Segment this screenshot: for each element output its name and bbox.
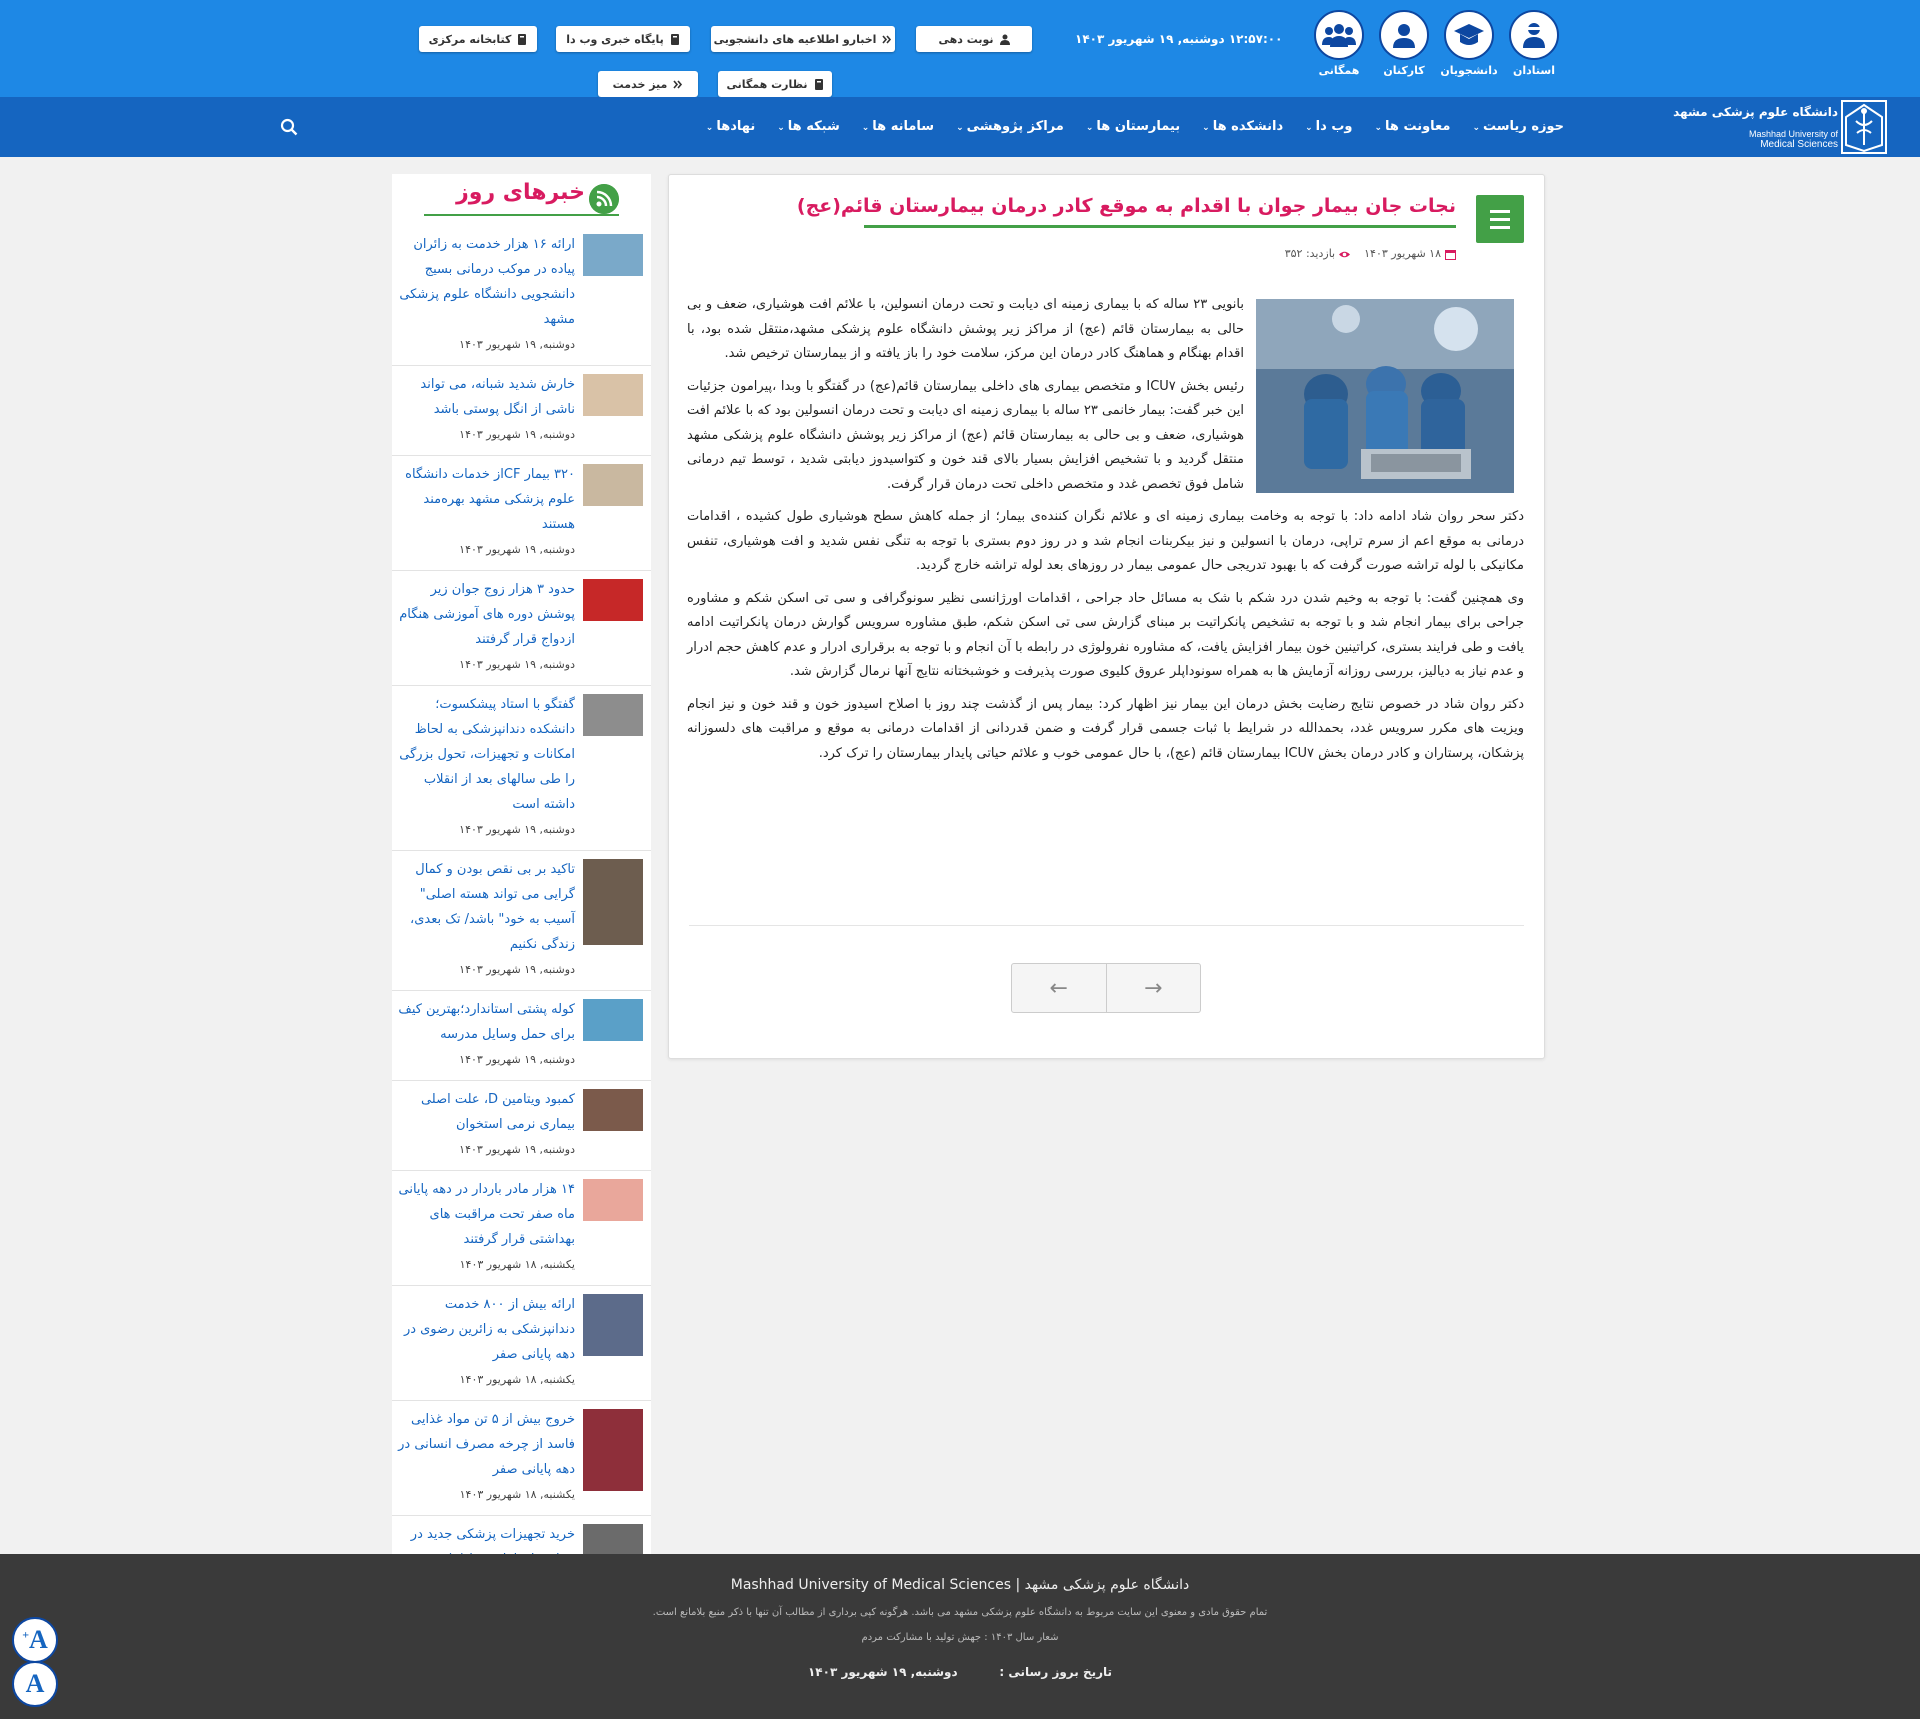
article-paragraph: بانویی ۲۳ ساله که با بیماری زمینه ای دیابت و تحت درمان انسولین، با علائم افت هوشیاری، ضعف و بی حالی به بیمارستان قائم (عج) از مراکز زیر پوشش دانشگاه علوم پزشکی مشهد،منتقل شده بود، با اقدام بهنگام و هماهنگ کادر درمان این مرکز، سلامت خود را باز یافته و از بیمارستان ترخیص شد. — [687, 297, 1244, 361]
news-thumbnail[interactable] — [583, 1409, 643, 1491]
news-item[interactable] — [392, 1171, 651, 1286]
article-image — [1256, 293, 1524, 493]
nav-item-institutions[interactable] — [695, 97, 766, 157]
news-thumbnail[interactable] — [583, 579, 643, 621]
button-label: کتابخانه مرکزی — [428, 32, 512, 46]
news-thumbnail[interactable] — [583, 1179, 643, 1221]
news-headline-link[interactable]: کوله پشتی استاندارد؛بهترین کیف برای حمل وسایل مدرسه — [398, 1002, 575, 1042]
news-item[interactable] — [392, 456, 651, 571]
arrow-left-icon: ← — [1049, 975, 1068, 1001]
news-date: یکشنبه, ۱۸ شهریور ۱۴۰۳ — [459, 1488, 575, 1501]
update-label: تاریخ بروز رسانی : — [999, 1665, 1113, 1679]
top-bar — [0, 0, 1920, 97]
article-pager — [1011, 963, 1201, 1013]
footer-slogan: شعار سال ۱۴۰۳ : جهش تولید با مشارکت مردم — [861, 1632, 1059, 1643]
news-item[interactable] — [392, 571, 651, 686]
main-nav — [0, 97, 1920, 157]
webda-news-button[interactable] — [556, 26, 690, 52]
news-date: دوشنبه, ۱۹ شهریور ۱۴۰۳ — [459, 963, 575, 976]
news-date: دوشنبه, ۱۹ شهریور ۱۴۰۳ — [459, 1143, 575, 1156]
news-item[interactable] — [392, 1081, 651, 1171]
news-item[interactable] — [392, 991, 651, 1081]
button-label: میز خدمت — [612, 77, 668, 91]
eye-icon — [1339, 249, 1350, 260]
nav-menu — [695, 97, 1575, 157]
arrow-right-icon: → — [1144, 975, 1163, 1001]
logo-text-fa: دانشگاه علوم پزشکی مشهد — [1673, 105, 1838, 119]
article-title: نجات جان بیمار جوان با اقدام به موقع کادر درمان بیمارستان قائم(عج) — [864, 195, 1456, 228]
logo-text-en1: Mashhad University of — [1748, 129, 1838, 139]
book-icon — [670, 34, 680, 45]
chevron-down-icon: ⌄ — [1374, 123, 1383, 133]
button-label: نظارت همگانی — [726, 77, 808, 91]
central-library-button[interactable] — [419, 26, 537, 52]
footer-update — [0, 1665, 1920, 1679]
book-icon — [517, 34, 527, 45]
graduation-cap-icon — [1444, 10, 1494, 60]
nav-item-label: حوزه ریاست — [1483, 119, 1564, 134]
nav-item-faculties[interactable] — [1191, 97, 1294, 157]
news-headline-link[interactable]: گفتگو با استاد پیشکسوت؛ دانشکده دندانپزشکی به لحاظ امکانات و تجهیزات، تحول بزرگی را طی سالهای بعد از انقلاب داشته است — [399, 697, 575, 812]
news-date: یکشنبه, ۱۸ شهریور ۱۴۰۳ — [459, 1258, 575, 1271]
role-label: کارکنان — [1383, 64, 1425, 77]
chevron-down-icon: ⌄ — [956, 123, 964, 133]
news-headline-link[interactable]: ۳۲۰ بیمار CFاز خدمات دانشگاه علوم پزشکی مشهد بهره‌مند هستند — [405, 467, 575, 532]
user-icon — [1000, 34, 1010, 45]
public-oversight-button[interactable] — [718, 71, 832, 97]
news-date: دوشنبه, ۱۹ شهریور ۱۴۰۳ — [459, 658, 575, 671]
article-paragraph: وی همچنین گفت: با توجه به وخیم شدن درد شکم با شک به مسائل حاد جراحی ، اقدامات اورژانسی نظیر سونوگرافی و سی تی اسکن شکم و مشاوره جراحی برای بیمار انجام شد و با توجه به تشخیص پانکراتیت بر مبنای گزارش سی تی اسکن شکم، طبق مشاوره سرویس گوارش درمان پانکراتیت ادامه یافت و طی فرایند بستری، کراتینین خون بیمار افزایش یافت، که مشاوره نفرولوژی در رابطه با آن انجام و با توجه به برقراری ادرار و عدم کاهش حجم ادرار و عدم نیاز به دیالیز، بررسی روزانه آزمایش ها به همراه سونوداپلر عروق کلیوی صورت پذیرفت و خوشبختانه نتایج آنها نرمال گزارش شد. — [687, 590, 1524, 679]
news-list — [392, 226, 651, 1606]
update-date: دوشنبه, ۱۹ شهریور ۱۴۰۳ — [807, 1665, 958, 1679]
role-label: همگانی — [1318, 64, 1360, 77]
divider — [424, 214, 619, 216]
chevron-down-icon: ⌄ — [1085, 123, 1094, 133]
nav-item-label: دانشکده ها — [1212, 119, 1284, 134]
search-icon[interactable] — [280, 118, 298, 136]
double-chevron-icon — [673, 79, 683, 90]
role-label: استادان — [1512, 64, 1555, 77]
calendar-icon — [1445, 249, 1456, 260]
next-article-button[interactable] — [1107, 964, 1201, 1012]
appointment-button[interactable] — [916, 26, 1032, 52]
sidebar-title: خبرهای روز — [456, 180, 585, 205]
chevron-down-icon: ⌄ — [777, 123, 785, 133]
role-label: دانشجویان — [1440, 64, 1498, 77]
accessibility-icon: A — [25, 1669, 45, 1698]
role-students[interactable] — [1439, 10, 1499, 77]
university-logo[interactable] — [1673, 99, 1890, 155]
text-enlarge-icon: A+ — [22, 1625, 48, 1654]
nav-item-hospitals[interactable] — [1075, 97, 1191, 157]
nav-item-presidency[interactable] — [1461, 97, 1575, 157]
news-date: دوشنبه, ۱۹ شهریور ۱۴۰۳ — [459, 823, 575, 836]
daily-news-sidebar — [392, 174, 651, 1644]
article-card — [668, 174, 1545, 1059]
news-thumbnail[interactable] — [583, 374, 643, 416]
footer-rights: تمام حقوق مادی و معنوی این سایت مربوط به دانشگاه علوم پزشکی مشهد می باشد. هرگونه کپی برداری از مطالب آن تنها با ذکر منبع بلامانع است. — [652, 1607, 1268, 1618]
news-item[interactable] — [392, 226, 651, 366]
footer — [0, 1554, 1920, 1719]
news-headline-link[interactable]: خرید تجهیزات پزشکی جدید در — [410, 1527, 575, 1542]
article-date: ۱۸ شهریور ۱۴۰۳ — [1364, 247, 1456, 260]
divider — [689, 925, 1524, 926]
article-views: بازدید: ۳۵۲ — [1285, 247, 1350, 260]
news-item[interactable] — [392, 1401, 651, 1516]
news-item[interactable] — [392, 366, 651, 456]
sidebar-header — [392, 174, 651, 226]
role-staff[interactable] — [1374, 10, 1434, 77]
current-datetime: ۱۲:۵۷:۰۰ دوشنبه, ۱۹ شهریور ۱۴۰۳ — [1075, 32, 1283, 46]
news-headline-link[interactable]: خروج بیش از ۵ تن مواد غذایی فاسد از چرخه مصرف انسانی در دهه پایانی صفر — [398, 1412, 575, 1477]
book-icon — [814, 79, 824, 90]
news-headline-link[interactable]: ارائه ۱۶ هزار خدمت به زائران پیاده در موکب درمانی بسیج دانشجویی دانشگاه علوم پزشکی مشهد — [399, 237, 575, 327]
accessibility-button[interactable] — [12, 1661, 58, 1707]
role-public[interactable] — [1309, 10, 1369, 77]
news-item[interactable] — [392, 686, 651, 851]
article-meta — [1285, 247, 1456, 260]
button-label: پایگاه خبری وب دا — [566, 32, 664, 46]
footer-title: دانشگاه علوم پزشکی مشهد | Mashhad University of Medical Sciences — [730, 1577, 1190, 1593]
group-icon — [1314, 10, 1364, 60]
chevron-down-icon: ⌄ — [1472, 123, 1480, 133]
service-desk-button[interactable] — [598, 71, 698, 97]
chevron-down-icon: ⌄ — [1202, 123, 1210, 133]
user-icon — [1379, 10, 1429, 60]
news-thumbnail[interactable] — [583, 1089, 643, 1131]
nav-item-label: سامانه ها — [872, 119, 935, 134]
student-news-button[interactable] — [711, 26, 895, 52]
menu-list-icon — [1476, 195, 1524, 243]
news-thumbnail[interactable] — [583, 234, 643, 276]
news-headline-link[interactable]: ارائه بیش از ۸۰۰ خدمت دندانپزشکی به زائرین رضوی در دهه پایانی صفر — [403, 1297, 575, 1362]
logo-text-en2: Medical Sciences — [1760, 139, 1838, 150]
nav-item-deputies[interactable] — [1363, 97, 1461, 157]
role-professors[interactable] — [1504, 10, 1564, 77]
news-headline-link[interactable]: کمبود ویتامین D، علت اصلی بیماری نرمی استخوان — [420, 1092, 575, 1132]
prev-article-button[interactable] — [1012, 964, 1107, 1012]
article-body — [687, 293, 1524, 774]
news-date: یکشنبه, ۱۸ شهریور ۱۴۰۳ — [459, 1373, 575, 1386]
news-headline-link[interactable]: خارش شدید شبانه، می تواند ناشی از انگل پوستی باشد — [420, 377, 575, 417]
nav-item-systems[interactable] — [851, 97, 945, 157]
nav-item-label: بیمارستان ها — [1096, 119, 1181, 134]
news-thumbnail[interactable] — [583, 999, 643, 1041]
nav-item-label: مراکز پژوهشی — [966, 119, 1064, 134]
news-thumbnail[interactable] — [583, 464, 643, 506]
news-item[interactable] — [392, 851, 651, 991]
nav-item-label: شبکه ها — [787, 119, 840, 134]
font-size-increase-button[interactable] — [12, 1617, 58, 1663]
news-headline-link[interactable]: حدود ۳ هزار زوج جوان زیر پوشش دوره های آموزشی هنگام ازدواج قرار گرفتند — [399, 582, 575, 647]
article-paragraph: دکتر سحر روان شاد ادامه داد: با توجه به وخامت بیماری زمینه ای و علائم نگران کننده‌ی بیمار؛ از جمله کاهش سطح هوشیاری طول کشیده ، اقدامات درمانی به موقع اعم از سرم تراپی، درمان با انسولین و نیز بیکربنات انجام شد و در روز دوم بستری با توجه به تنگی نفس شدید و افت هوشیاری، تنفس مکانیکی با لوله تراشه صورت گرفت که با بهبود تدریجی حال عمومی بیمار در روزهای بعد لوله تراشه خارج گردید. — [687, 509, 1524, 573]
nav-item-networks[interactable] — [766, 97, 851, 157]
news-date: دوشنبه, ۱۹ شهریور ۱۴۰۳ — [459, 1053, 575, 1066]
news-date: دوشنبه, ۱۹ شهریور ۱۴۰۳ — [459, 428, 575, 441]
nav-item-label: وب دا — [1315, 119, 1353, 134]
article-paragraph: رئیس بخش ICU۷ و متخصص بیماری های داخلی بیمارستان قائم(عج) در گفتگو با وبدا ،پیرامون جزئیات این خبر گفت: بیمار خانمی ۲۳ ساله با بیماری زمینه ای دیابت و تحت درمان انسولین بود که با علائم افت هوشیاری، ضعف و بی حالی به بیمارستان قائم (عج) از مراکز زیر پوشش دانشگاه علوم پزشکی مشهد منتقل گردید و با تشخیص افزایش بسیار بالای قند خون و کتواسیدوز دیابتی شدید ، توسط تیم درمانی شامل فوق تخصص غدد و متخصص داخلی تحت درمان قرار گرفت. — [687, 378, 1244, 492]
article-paragraph: دکتر روان شاد در خصوص نتایج رضایت بخش درمان این بیمار نیز اظهار کرد: بیمار پس از گذشت چند روز با اصلاح اسیدوز خون و قند خون و نیز انجام ویزیت های مکرر سرویس غدد، بحمدالله در شرایط با ثبات جسمی قرار گرفت و ضمن قدردانی از اقدامات درمانی به موقع و مراقبت های دلسوزانه پزشکان، پرستاران و کادر درمان بخش ICU۷ بیمارستان قائم (عج)، با حال عمومی خوب و علائم حیاتی پایدار بیمارستان را ترک کرد. — [687, 696, 1524, 761]
chevron-down-icon: ⌄ — [861, 123, 870, 133]
news-date: دوشنبه, ۱۹ شهریور ۱۴۰۳ — [459, 338, 575, 351]
news-headline-link[interactable]: تاکید بر بی نقص بودن و کمال گرایی می تواند هسته اصلی" آسیب به خود" باشد/ تک بعدی، زندگی نکنیم — [410, 862, 575, 952]
nav-item-label: معاونت ها — [1385, 119, 1451, 134]
nav-item-research-centers[interactable] — [945, 97, 1075, 157]
chevron-down-icon: ⌄ — [1305, 123, 1313, 133]
news-thumbnail[interactable] — [583, 694, 643, 736]
double-chevron-icon — [882, 34, 892, 45]
news-thumbnail[interactable] — [583, 859, 643, 945]
news-date: دوشنبه, ۱۹ شهریور ۱۴۰۳ — [459, 543, 575, 556]
news-headline-link[interactable]: ۱۴ هزار مادر باردار در دهه پایانی ماه صفر تحت مراقبت های بهداشتی قرار گرفتند — [398, 1182, 575, 1247]
nav-item-webda[interactable] — [1294, 97, 1363, 157]
nav-item-label: نهادها — [716, 119, 756, 134]
button-label: نوبت دهی — [938, 32, 994, 46]
rss-icon — [589, 184, 619, 214]
professor-icon — [1509, 10, 1559, 60]
chevron-down-icon: ⌄ — [705, 123, 714, 133]
button-label: اخبارو اطلاعیه های دانشجویی — [713, 32, 877, 46]
news-thumbnail[interactable] — [583, 1294, 643, 1356]
news-item[interactable] — [392, 1286, 651, 1401]
